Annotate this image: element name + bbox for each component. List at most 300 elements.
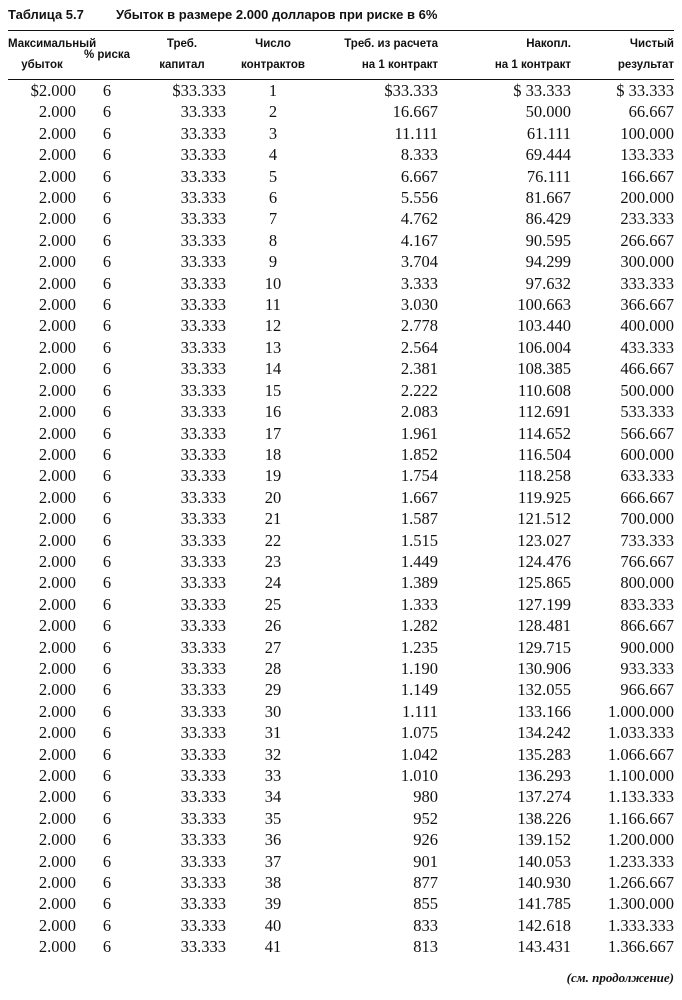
contracts-cell: 37 <box>264 851 282 871</box>
table-row <box>8 872 674 893</box>
required-capital-cell: $33.333 <box>172 81 226 100</box>
table-row <box>8 765 674 786</box>
table-row <box>8 658 674 679</box>
contracts-cell: 15 <box>264 380 282 400</box>
header-line: Треб. <box>166 38 198 50</box>
risk-percent-cell: 6 <box>102 81 112 100</box>
net-result-cell: 566.667 <box>620 423 674 443</box>
required-per-contract-cell: 1.111 <box>402 701 438 721</box>
required-per-contract-cell: 1.389 <box>400 573 438 593</box>
max-loss-cell: 2.000 <box>38 316 76 336</box>
required-capital-cell: 33.333 <box>180 787 226 807</box>
required-capital-cell: 33.333 <box>180 616 226 636</box>
risk-percent-cell: 6 <box>102 701 112 721</box>
net-result-cell: 66.667 <box>628 102 674 122</box>
max-loss-cell: 2.000 <box>38 295 76 315</box>
contracts-cell: 23 <box>264 551 282 571</box>
net-result-cell: 600.000 <box>620 444 674 464</box>
required-per-contract-cell: 855 <box>413 894 438 914</box>
required-per-contract-cell: 813 <box>413 937 438 957</box>
net-result-cell: 1.066.667 <box>608 744 674 764</box>
accumulated-per-contract-cell: 76.111 <box>526 166 571 186</box>
net-result-cell: 533.333 <box>620 402 674 422</box>
net-result-cell: 500.000 <box>620 380 674 400</box>
contracts-cell: 32 <box>264 744 282 764</box>
accumulated-per-contract-cell: 103.440 <box>517 316 571 336</box>
required-per-contract-cell: 2.381 <box>400 359 438 379</box>
contracts-cell: 8 <box>268 230 278 250</box>
header-line: на 1 контракт <box>494 59 571 71</box>
risk-percent-cell: 6 <box>102 915 112 935</box>
accumulated-per-contract-cell: 86.429 <box>525 209 571 229</box>
required-capital-cell: 33.333 <box>180 744 226 764</box>
required-capital-cell: 33.333 <box>180 466 226 486</box>
contracts-cell: 18 <box>264 444 282 464</box>
net-result-cell: 100.000 <box>620 123 674 143</box>
required-per-contract-cell: 877 <box>413 873 438 893</box>
risk-percent-cell: 6 <box>102 744 112 764</box>
table-body <box>8 77 674 958</box>
column-header-net-result <box>571 33 674 77</box>
max-loss-cell: 2.000 <box>38 680 76 700</box>
table-row <box>8 423 674 444</box>
max-loss-cell: 2.000 <box>38 787 76 807</box>
required-per-contract-cell: 2.222 <box>400 380 438 400</box>
max-loss-cell: 2.000 <box>38 573 76 593</box>
header-line: % риска <box>83 48 131 61</box>
required-per-contract-cell: 980 <box>413 787 438 807</box>
required-per-contract-cell: 16.667 <box>392 102 438 122</box>
net-result-cell: 1.266.667 <box>608 873 674 893</box>
required-capital-cell: 33.333 <box>180 123 226 143</box>
net-result-cell: 400.000 <box>620 316 674 336</box>
required-capital-cell: 33.333 <box>180 444 226 464</box>
required-capital-cell: 33.333 <box>180 230 226 250</box>
contracts-cell: 26 <box>264 616 282 636</box>
accumulated-per-contract-cell: 129.715 <box>517 637 571 657</box>
column-header-required-per-contract <box>320 33 438 77</box>
required-capital-cell: 33.333 <box>180 680 226 700</box>
column-header-required-capital <box>138 33 226 77</box>
accumulated-per-contract-cell: 137.274 <box>517 787 571 807</box>
contracts-cell: 39 <box>264 894 282 914</box>
risk-percent-cell: 6 <box>102 509 112 529</box>
max-loss-cell: 2.000 <box>38 658 76 678</box>
max-loss-cell: 2.000 <box>38 701 76 721</box>
risk-percent-cell: 6 <box>102 295 112 315</box>
net-result-cell: 200.000 <box>620 188 674 208</box>
accumulated-per-contract-cell: 90.595 <box>525 230 571 250</box>
net-result-cell: 733.333 <box>620 530 674 550</box>
risk-percent-cell: 6 <box>102 209 112 229</box>
table-row <box>8 123 674 144</box>
required-capital-cell: 33.333 <box>180 573 226 593</box>
risk-percent-cell: 6 <box>102 487 112 507</box>
accumulated-per-contract-cell: 136.293 <box>517 766 571 785</box>
contracts-cell: 10 <box>264 273 282 293</box>
contracts-cell: 14 <box>264 359 282 379</box>
required-capital-cell: 33.333 <box>180 594 226 614</box>
table-row <box>8 615 674 636</box>
accumulated-per-contract-cell: 108.385 <box>517 359 571 379</box>
contracts-cell: 13 <box>264 337 282 357</box>
contracts-cell: 5 <box>268 166 278 186</box>
max-loss-cell: 2.000 <box>38 466 76 486</box>
required-per-contract-cell: 1.333 <box>400 594 438 614</box>
accumulated-per-contract-cell: 130.906 <box>517 658 571 678</box>
net-result-cell: 133.333 <box>620 145 674 165</box>
required-per-contract-cell: 1.587 <box>400 509 438 529</box>
contracts-cell: 3 <box>268 123 278 143</box>
required-per-contract-cell: 2.083 <box>400 402 438 422</box>
contracts-cell: 11 <box>265 295 281 315</box>
table-row <box>8 465 674 486</box>
required-capital-cell: 33.333 <box>180 337 226 357</box>
required-capital-cell: 33.333 <box>180 873 226 893</box>
accumulated-per-contract-cell: 114.652 <box>517 423 571 443</box>
table-row <box>8 508 674 529</box>
risk-percent-cell: 6 <box>102 444 112 464</box>
required-per-contract-cell: 1.667 <box>400 487 438 507</box>
accumulated-per-contract-cell: 61.111 <box>526 123 571 143</box>
table-row <box>8 444 674 465</box>
required-capital-cell: 33.333 <box>180 273 226 293</box>
required-per-contract-cell: 1.190 <box>400 658 438 678</box>
accumulated-per-contract-cell: 69.444 <box>525 145 571 165</box>
table-row <box>8 273 674 294</box>
table-row <box>8 851 674 872</box>
max-loss-cell: 2.000 <box>38 252 76 272</box>
risk-percent-cell: 6 <box>102 252 112 272</box>
accumulated-per-contract-cell: 100.663 <box>517 295 571 315</box>
max-loss-cell: 2.000 <box>38 123 76 143</box>
header-line: Чистый <box>629 38 674 50</box>
required-per-contract-cell: 4.762 <box>400 209 438 229</box>
table-row <box>8 893 674 914</box>
contracts-cell: 17 <box>264 423 282 443</box>
header-line: контрактов <box>241 59 305 71</box>
net-result-cell: 366.667 <box>620 295 674 315</box>
net-result-cell: 300.000 <box>620 252 674 272</box>
contracts-cell: 24 <box>264 573 282 593</box>
max-loss-cell: 2.000 <box>38 766 76 785</box>
table-row <box>8 77 674 101</box>
accumulated-per-contract-cell: 142.618 <box>517 915 571 935</box>
table-row <box>8 294 674 315</box>
contracts-cell: 28 <box>264 658 282 678</box>
accumulated-per-contract-cell: 94.299 <box>525 252 571 272</box>
header-line: Треб. из расчета <box>344 38 438 50</box>
required-per-contract-cell: 952 <box>413 808 438 828</box>
risk-percent-cell: 6 <box>102 808 112 828</box>
accumulated-per-contract-cell: 124.476 <box>517 551 571 571</box>
accumulated-per-contract-cell: 127.199 <box>517 594 571 614</box>
net-result-cell: 166.667 <box>620 166 674 186</box>
accumulated-per-contract-cell: 118.258 <box>517 466 571 486</box>
table-row <box>8 808 674 829</box>
contracts-cell: 2 <box>268 102 278 122</box>
contracts-cell: 22 <box>264 530 282 550</box>
required-capital-cell: 33.333 <box>180 145 226 165</box>
accumulated-per-contract-cell: 125.865 <box>517 573 571 593</box>
accumulated-per-contract-cell: 81.667 <box>525 188 571 208</box>
accumulated-per-contract-cell: 135.283 <box>517 744 571 764</box>
data-table <box>8 33 674 958</box>
max-loss-cell: 2.000 <box>38 509 76 529</box>
required-per-contract-cell: 926 <box>413 830 438 850</box>
contracts-cell: 34 <box>264 787 282 807</box>
net-result-cell: 1.133.333 <box>608 787 674 807</box>
risk-percent-cell: 6 <box>102 637 112 657</box>
required-per-contract-cell: 901 <box>413 851 438 871</box>
net-result-cell: 1.033.333 <box>608 723 674 743</box>
table-row <box>8 744 674 765</box>
net-result-cell: 833.333 <box>620 594 674 614</box>
required-capital-cell: 33.333 <box>180 637 226 657</box>
net-result-cell: 233.333 <box>620 209 674 229</box>
accumulated-per-contract-cell: 110.608 <box>517 380 571 400</box>
table-row <box>8 637 674 658</box>
max-loss-cell: $2.000 <box>30 81 76 100</box>
max-loss-cell: 2.000 <box>38 102 76 122</box>
net-result-cell: 666.667 <box>620 487 674 507</box>
required-capital-cell: 33.333 <box>180 937 226 957</box>
required-capital-cell: 33.333 <box>180 658 226 678</box>
table-row <box>8 230 674 251</box>
risk-percent-cell: 6 <box>102 937 112 957</box>
risk-percent-cell: 6 <box>102 573 112 593</box>
continuation-note: (см. продолжение) <box>566 970 674 985</box>
contracts-cell: 35 <box>264 808 282 828</box>
net-result-cell: 1.233.333 <box>608 851 674 871</box>
required-per-contract-cell: 8.333 <box>400 145 438 165</box>
accumulated-per-contract-cell: 106.004 <box>517 337 571 357</box>
required-capital-cell: 33.333 <box>180 252 226 272</box>
required-per-contract-cell: 1.042 <box>400 744 438 764</box>
required-capital-cell: 33.333 <box>180 423 226 443</box>
max-loss-cell: 2.000 <box>38 830 76 850</box>
risk-percent-cell: 6 <box>102 423 112 443</box>
accumulated-per-contract-cell: $ 33.333 <box>513 81 571 100</box>
accumulated-per-contract-cell: 134.242 <box>517 723 571 743</box>
table-row <box>8 786 674 807</box>
net-result-cell: 1.100.000 <box>608 766 674 785</box>
required-capital-cell: 33.333 <box>180 701 226 721</box>
max-loss-cell: 2.000 <box>38 851 76 871</box>
net-result-cell: 900.000 <box>620 637 674 657</box>
required-capital-cell: 33.333 <box>180 188 226 208</box>
contracts-cell: 19 <box>264 466 282 486</box>
net-result-cell: 800.000 <box>620 573 674 593</box>
contracts-cell: 7 <box>268 209 278 229</box>
accumulated-per-contract-cell: 119.925 <box>517 487 571 507</box>
net-result-cell: 466.667 <box>620 359 674 379</box>
net-result-cell: 633.333 <box>620 466 674 486</box>
table-row <box>8 701 674 722</box>
column-header-contracts <box>226 33 320 77</box>
required-capital-cell: 33.333 <box>180 166 226 186</box>
required-per-contract-cell: 1.149 <box>400 680 438 700</box>
accumulated-per-contract-cell: 116.504 <box>517 444 571 464</box>
required-capital-cell: 33.333 <box>180 295 226 315</box>
required-per-contract-cell: 1.515 <box>400 530 438 550</box>
risk-percent-cell: 6 <box>102 273 112 293</box>
contracts-cell: 12 <box>264 316 282 336</box>
net-result-cell: 333.333 <box>620 273 674 293</box>
max-loss-cell: 2.000 <box>38 530 76 550</box>
max-loss-cell: 2.000 <box>38 359 76 379</box>
accumulated-per-contract-cell: 133.166 <box>517 701 571 721</box>
net-result-cell: 1.200.000 <box>608 830 674 850</box>
risk-percent-cell: 6 <box>102 851 112 871</box>
accumulated-per-contract-cell: 138.226 <box>517 808 571 828</box>
required-capital-cell: 33.333 <box>180 723 226 743</box>
risk-percent-cell: 6 <box>102 894 112 914</box>
header-line: Накопл. <box>526 38 571 50</box>
contracts-cell: 27 <box>264 637 282 657</box>
max-loss-cell: 2.000 <box>38 380 76 400</box>
header-line: убыток <box>21 59 63 71</box>
accumulated-per-contract-cell: 139.152 <box>517 830 571 850</box>
risk-percent-cell: 6 <box>102 102 112 122</box>
net-result-cell: 966.667 <box>620 680 674 700</box>
header-row <box>8 33 674 77</box>
required-capital-cell: 33.333 <box>180 102 226 122</box>
header-line: капитал <box>159 59 205 71</box>
table-row <box>8 572 674 593</box>
max-loss-cell: 2.000 <box>38 145 76 165</box>
required-capital-cell: 33.333 <box>180 830 226 850</box>
table-row <box>8 530 674 551</box>
max-loss-cell: 2.000 <box>38 423 76 443</box>
required-capital-cell: 33.333 <box>180 316 226 336</box>
risk-percent-cell: 6 <box>102 873 112 893</box>
table-row <box>8 208 674 229</box>
risk-percent-cell: 6 <box>102 188 112 208</box>
max-loss-cell: 2.000 <box>38 894 76 914</box>
risk-percent-cell: 6 <box>102 316 112 336</box>
table-row <box>8 722 674 743</box>
required-capital-cell: 33.333 <box>180 359 226 379</box>
contracts-cell: 1 <box>268 81 278 100</box>
risk-percent-cell: 6 <box>102 123 112 143</box>
table-row <box>8 679 674 700</box>
accumulated-per-contract-cell: 132.055 <box>517 680 571 700</box>
contracts-cell: 25 <box>264 594 282 614</box>
risk-percent-cell: 6 <box>102 402 112 422</box>
contracts-cell: 16 <box>264 402 282 422</box>
accumulated-per-contract-cell: 140.053 <box>517 851 571 871</box>
max-loss-cell: 2.000 <box>38 937 76 957</box>
net-result-cell: 1.333.333 <box>608 915 674 935</box>
risk-percent-cell: 6 <box>102 723 112 743</box>
required-per-contract-cell: 1.449 <box>400 551 438 571</box>
accumulated-per-contract-cell: 97.632 <box>525 273 571 293</box>
risk-percent-cell: 6 <box>102 680 112 700</box>
required-capital-cell: 33.333 <box>180 509 226 529</box>
required-per-contract-cell: 11.111 <box>394 123 438 143</box>
required-per-contract-cell: 833 <box>413 915 438 935</box>
accumulated-per-contract-cell: 123.027 <box>517 530 571 550</box>
required-capital-cell: 33.333 <box>180 915 226 935</box>
max-loss-cell: 2.000 <box>38 594 76 614</box>
required-capital-cell: 33.333 <box>180 380 226 400</box>
net-result-cell: 1.300.000 <box>608 894 674 914</box>
required-per-contract-cell: 1.075 <box>400 723 438 743</box>
net-result-cell: 1.000.000 <box>608 701 674 721</box>
table-row <box>8 144 674 165</box>
risk-percent-cell: 6 <box>102 530 112 550</box>
table-row <box>8 101 674 122</box>
accumulated-per-contract-cell: 141.785 <box>517 894 571 914</box>
max-loss-cell: 2.000 <box>38 337 76 357</box>
net-result-cell: 700.000 <box>620 509 674 529</box>
risk-percent-cell: 6 <box>102 380 112 400</box>
max-loss-cell: 2.000 <box>38 487 76 507</box>
table-row <box>8 187 674 208</box>
contracts-cell: 38 <box>264 873 282 893</box>
required-per-contract-cell: 3.333 <box>400 273 438 293</box>
required-capital-cell: 33.333 <box>180 851 226 871</box>
contracts-cell: 33 <box>264 766 282 785</box>
contracts-cell: 40 <box>264 915 282 935</box>
required-per-contract-cell: 3.030 <box>400 295 438 315</box>
table-row <box>8 358 674 379</box>
risk-percent-cell: 6 <box>102 787 112 807</box>
contracts-cell: 31 <box>264 723 282 743</box>
net-result-cell: 866.667 <box>620 616 674 636</box>
required-per-contract-cell: $33.333 <box>384 81 438 100</box>
table-row <box>8 829 674 850</box>
required-capital-cell: 33.333 <box>180 487 226 507</box>
contracts-cell: 36 <box>264 830 282 850</box>
max-loss-cell: 2.000 <box>38 744 76 764</box>
header-line: результат <box>617 59 674 71</box>
accumulated-per-contract-cell: 112.691 <box>517 402 571 422</box>
required-capital-cell: 33.333 <box>180 209 226 229</box>
net-result-cell: 266.667 <box>620 230 674 250</box>
column-header-accumulated-per-contract <box>438 33 571 77</box>
table-row <box>8 315 674 336</box>
contracts-cell: 20 <box>264 487 282 507</box>
contracts-cell: 41 <box>264 937 282 957</box>
net-result-cell: 1.166.667 <box>608 808 674 828</box>
max-loss-cell: 2.000 <box>38 209 76 229</box>
max-loss-cell: 2.000 <box>38 723 76 743</box>
max-loss-cell: 2.000 <box>38 915 76 935</box>
contracts-cell: 9 <box>268 252 278 272</box>
max-loss-cell: 2.000 <box>38 551 76 571</box>
max-loss-cell: 2.000 <box>38 166 76 186</box>
risk-percent-cell: 6 <box>102 466 112 486</box>
table-title: Убыток в размере 2.000 долларов при риске в 6% <box>116 7 438 22</box>
risk-percent-cell: 6 <box>102 551 112 571</box>
table-caption <box>8 6 674 24</box>
required-per-contract-cell: 1.961 <box>400 423 438 443</box>
accumulated-per-contract-cell: 128.481 <box>517 616 571 636</box>
column-header-max-loss <box>8 33 97 77</box>
net-result-cell: $ 33.333 <box>616 81 674 100</box>
risk-percent-cell: 6 <box>102 166 112 186</box>
required-per-contract-cell: 2.564 <box>400 337 438 357</box>
table-row <box>8 551 674 572</box>
table-row <box>8 487 674 508</box>
required-per-contract-cell: 1.010 <box>400 766 438 785</box>
required-per-contract-cell: 1.235 <box>400 637 438 657</box>
required-capital-cell: 33.333 <box>180 551 226 571</box>
max-loss-cell: 2.000 <box>38 273 76 293</box>
risk-percent-cell: 6 <box>102 359 112 379</box>
